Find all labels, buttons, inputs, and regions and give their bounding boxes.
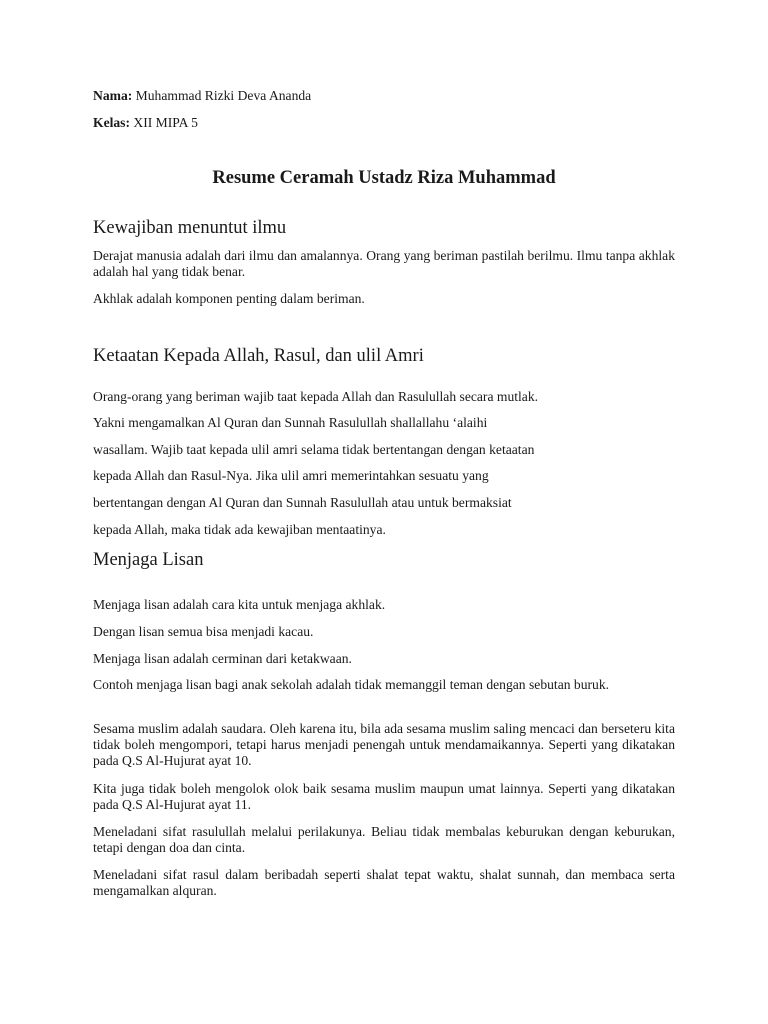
paragraph-line: wasallam. Wajib taat kepada ulil amri selama tidak bertentangan dengan ketaatan [93,442,535,457]
document-title: Resume Ceramah Ustadz Riza Muhammad [212,168,556,188]
student-class-line [93,115,198,131]
paragraph: Menjaga lisan adalah cerminan dari ketakwaan. [93,651,352,666]
class-label: Kelas: [93,115,130,130]
paragraph: Kita juga tidak boleh mengolok olok baik sesama muslim maupun umat lainnya. Seperti yang dikatakan pada Q.S Al-Hujurat ayat 11. [93,781,675,812]
section-heading-2: Ketaatan Kepada Allah, Rasul, dan ulil Amri [93,346,424,366]
paragraph: Meneladani sifat rasul dalam beribadah seperti shalat tepat waktu, shalat sunnah, dan membaca serta mengamalkan alquran. [93,867,675,898]
paragraph: Contoh menjaga lisan bagi anak sekolah adalah tidak memanggil teman dengan sebutan buruk. [93,677,610,692]
name-label: Nama: [93,88,133,103]
paragraph-line: kepada Allah, maka tidak ada kewajiban mentaatinya. [93,522,386,537]
class-value: XII MIPA 5 [133,115,198,130]
paragraph: Derajat manusia adalah dari ilmu dan amalannya. Orang yang beriman pastilah berilmu. Ilmu tanpa akhlak adalah hal yang tidak benar. [93,248,675,279]
paragraph-line: Orang-orang yang beriman wajib taat kepada Allah dan Rasulullah secara mutlak. [93,389,539,404]
paragraph: Dengan lisan semua bisa menjadi kacau. [93,624,314,639]
paragraph: Sesama muslim adalah saudara. Oleh karena itu, bila ada sesama muslim saling mencaci dan berseteru kita tidak boleh mengompori, tetapi harus menjadi penengah untuk mendamaikannya. Seperti yang dikatakan pada Q.S Al-Hujurat ayat 10. [93,721,675,768]
section-heading-3: Menjaga Lisan [93,550,204,570]
name-value: Muhammad Rizki Deva Ananda [135,88,312,103]
paragraph-line: Yakni mengamalkan Al Quran dan Sunnah Rasulullah shallallahu ‘alaihi [93,415,488,430]
section-heading-1: Kewajiban menuntut ilmu [93,218,287,238]
student-name-line [93,88,311,104]
paragraph: Akhlak adalah komponen penting dalam beriman. [93,291,365,306]
paragraph: Menjaga lisan adalah cara kita untuk menjaga akhlak. [93,597,386,612]
paragraph-line: kepada Allah dan Rasul-Nya. Jika ulil amri memerintahkan sesuatu yang [93,468,489,483]
paragraph-line: bertentangan dengan Al Quran dan Sunnah Rasulullah atau untuk bermaksiat [93,495,512,510]
paragraph: Meneladani sifat rasulullah melalui perilakunya. Beliau tidak membalas keburukan dengan keburukan, tetapi dengan doa dan cinta. [93,824,675,855]
